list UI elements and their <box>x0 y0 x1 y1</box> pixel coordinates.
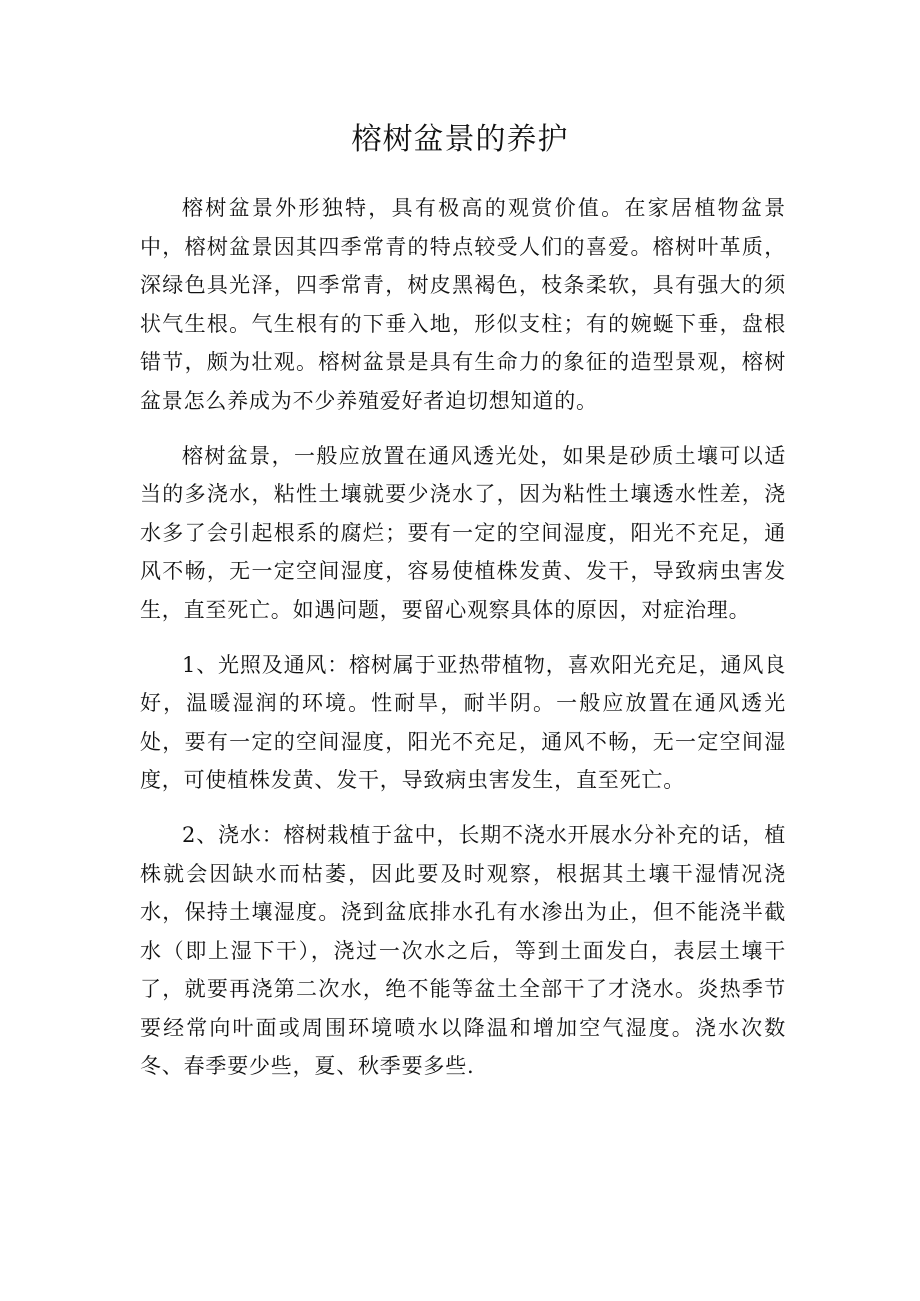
document-title: 榕树盆景的养护 <box>351 122 569 157</box>
paragraph-placement: 榕树盆景，一般应放置在通风透光处，如果是砂质土壤可以适当的多浇水，粘性土壤就要少浇水了，因为粘性土壤透水性差，浇水多了会引起根系的腐烂；要有一定的空间湿度，阳光不充足，通风不畅，无一定空间湿度，容易使植株发黄、发干，导致病虫害发生，直至死亡。如遇问题，要留心观察具体的原因，对症治理。 <box>140 443 786 622</box>
paragraph-watering: 2、浇水：榕树栽植于盆中，长期不浇水开展水分补充的话，植株就会因缺水而枯萎，因此要及时观察，根据其土壤干湿情况浇水，保持土壤湿度。浇到盆底排水孔有水渗出为止，但不能浇半截水（即上湿下干），浇过一次水之后，等到土面发白，表层土壤干了，就要再浇第二次水，绝不能等盆土全部干了才浇水。炎热季节要经常向叶面或周围环境喷水以降温和增加空气湿度。浇水次数冬、春季要少些，夏、秋季要多些. <box>140 822 786 1079</box>
paragraph-intro: 榕树盆景外形独特，具有极高的观赏价值。在家居植物盆景中，榕树盆景因其四季常青的特点较受人们的喜爱。榕树叶革质，深绿色具光泽，四季常青，树皮黑褐色，枝条柔软，具有强大的须状气生根。气生根有的下垂入地，形似支柱；有的婉蜒下垂，盘根错节，颇为壮观。榕树盆景是具有生命力的象征的造型景观，榕树盆景怎么养成为不少养殖爱好者迫切想知道的。 <box>140 196 786 413</box>
paragraph-light-ventilation: 1、光照及通风：榕树属于亚热带植物，喜欢阳光充足，通风良好，温暖湿润的环境。性耐旱，耐半阴。一般应放置在通风透光处，要有一定的空间湿度，阳光不充足，通风不畅，无一定空间湿度，可使植株发黄、发干，导致病虫害发生，直至死亡。 <box>140 652 786 793</box>
document-body <box>140 189 786 1102</box>
